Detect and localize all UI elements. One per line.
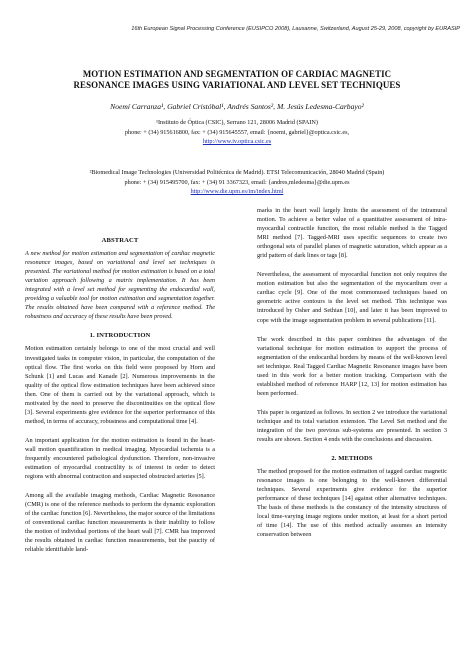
introduction-heading: 1. INTRODUCTION: [89, 332, 151, 340]
affiliation-1: [40, 118, 434, 147]
author-list: Noemí Carranza¹, Gabriel Cristóbal¹, Andrés Santos², M. Jesús Ledesma-Carbayo²: [110, 102, 364, 111]
left-column: [25, 206, 215, 564]
affiliation-1-link[interactable]: http://www.iv.optica.csic.es: [202, 138, 272, 146]
methods-paragraph-1: The method proposed for the motion estimation of tagged cardiac magnetic resonance images is one belonging to the well-known differential techniques. Several experiments give evidence for the superior performance of these techniques [14] against other alternative techniques. The basis of these methods is the constancy of the intensity structures of local time-varying image regions under motion, at least for a short period of time [14]. The use of this method actually assumes an intensity conservation between: [257, 468, 447, 539]
right-paragraph-4: This paper is organized as follows. In section 2 we introduce the variational technique and its total variation extension. The Level Set method and the integration of the two previous sub-systems are presented. In section 3 results are shown. Section 4 ends with the conclusions and discussion.: [257, 408, 447, 444]
right-paragraph-1: marks in the heart wall largely limits the assessment of the intramural motion. To achieve a better value of a quantitative assessment of intra-myocardial contractile function, the most reliable method is the Tagged MRI method [7]. Tagged-MRI uses specific sequences to create two orthogonal sets of parallel planes of magnetic saturation, which appear as a grid pattern of dark lines or tags [8].: [257, 207, 447, 260]
abstract-heading: ABSTRACT: [101, 237, 139, 244]
affiliation-2-link[interactable]: http://www.die.upm.es/im/index.html: [190, 188, 284, 196]
title-line-2: RESONANCE IMAGES USING VARIATIONAL AND LEVEL SET TECHNIQUES: [73, 80, 401, 91]
right-paragraph-2: Nevertheless, the assessment of myocardial function not only requires the motion estimation but also the segmentation of the myocardium over a cardiac cycle [9]. One of the most commonused techniques based on geometric active contours is the level set method. This technique was introduced by Osher and Sethian [10], and later it has been improved to cope with the image segmentation problem in several publications [11].: [257, 271, 447, 324]
paper-title: [40, 69, 434, 91]
affiliation-2-line-1: ²Biomedical Image Technologies (Universidad Politécnica de Madrid). ETSI Telecomunicación, 28040 Madrid (Spain): [89, 169, 385, 176]
affiliation-2-line-2: phone: + (34) 915495700, fax: + (34) 91 3367323, email: {andres,mledesma}@die.upm.es: [124, 178, 350, 186]
methods-heading: 2. METHODS: [331, 455, 373, 463]
conference-header: 16th European Signal Processing Conference (EUSIPCO 2008), Lausanne, Switzerland, August 25-29, 2008, copyright by EURASIP: [131, 26, 460, 32]
title-line-1: MOTION ESTIMATION AND SEGMENTATION OF CARDIAC MAGNETIC: [82, 69, 392, 79]
right-column: [257, 181, 447, 550]
introduction-paragraph-3: Among all the available imaging methods, Cardiac Magnetic Resonance (CMR) is one of the reference methods to perform the dynamic exploration of the cardiac function [6]. Nevertheless, the major source of the limitations of conventional cardiac function measurements is their inability to follow the motion of individual portions of the heart wall [7]. CMR has improved the results obtained in cardiac function measurements, but the paucity of reliable identifiable land-: [25, 492, 215, 554]
introduction-paragraph-1: Motion estimation certainly belongs to one of the most crucial and well investigated tasks in computer vision, in particular, the computation of the optical flow. The first works on this field were proposed by Horn and Schunk [1] and Lucas and Kanade [2]. Numerous improvements in the quality of the optical flow estimation techniques have been achieved since then. One of them is carried out by the variational approach, which is motivated by the need to preserve the discontinuities on the optical flow [3]. Several experiments give evidence for the superior performance of this method, in terms of accuracy, robustness and computational time [4].: [25, 345, 215, 425]
affiliation-1-line-1: ¹Instituto de Óptica (CSIC), Serrano 121, 28006 Madrid (SPAIN): [156, 119, 318, 126]
affiliation-1-line-2: phone: + (34) 915616800, fax: + (34) 915645557, email: {noemi, gabriel}@optica.csic.es,: [124, 128, 350, 136]
right-paragraph-3: The work described in this paper combines the advantages of the variational technique for motion estimation to support the process of segmentation of the endocardial borders by means of the well-known level set technique. Real Tagged Cardiac Magnetic Resonance images have been used in this work for a better motion tracking. Comparison with the established method of reference HARP [12, 13] for motion estimation has been performed.: [257, 335, 447, 397]
abstract-text: A new method for motion estimation and segmentation of cardiac magnetic resonance images, based on variational and level set techniques is presented. The variational method for motion estimation is based on a total variation approach following a matrix implementation. It has been integrated with a level set method for segmenting the endocardial wall, providing a valuable tool for motion estimation and segmentation together. The results obtained have been compared with a reference method. The robustness and accuracy of these results have been proved.: [25, 250, 215, 321]
introduction-paragraph-2: An important application for the motion estimation is found in the heart-wall motion quantification in medical imaging. Myocardial ischemia is a frequently encountered pathological dysfunction. Therefore, non-invasive estimation of myocardial contractility is of interest in order to detect regions with abnormal contraction and suspected obstructed arteries [5].: [25, 436, 215, 481]
